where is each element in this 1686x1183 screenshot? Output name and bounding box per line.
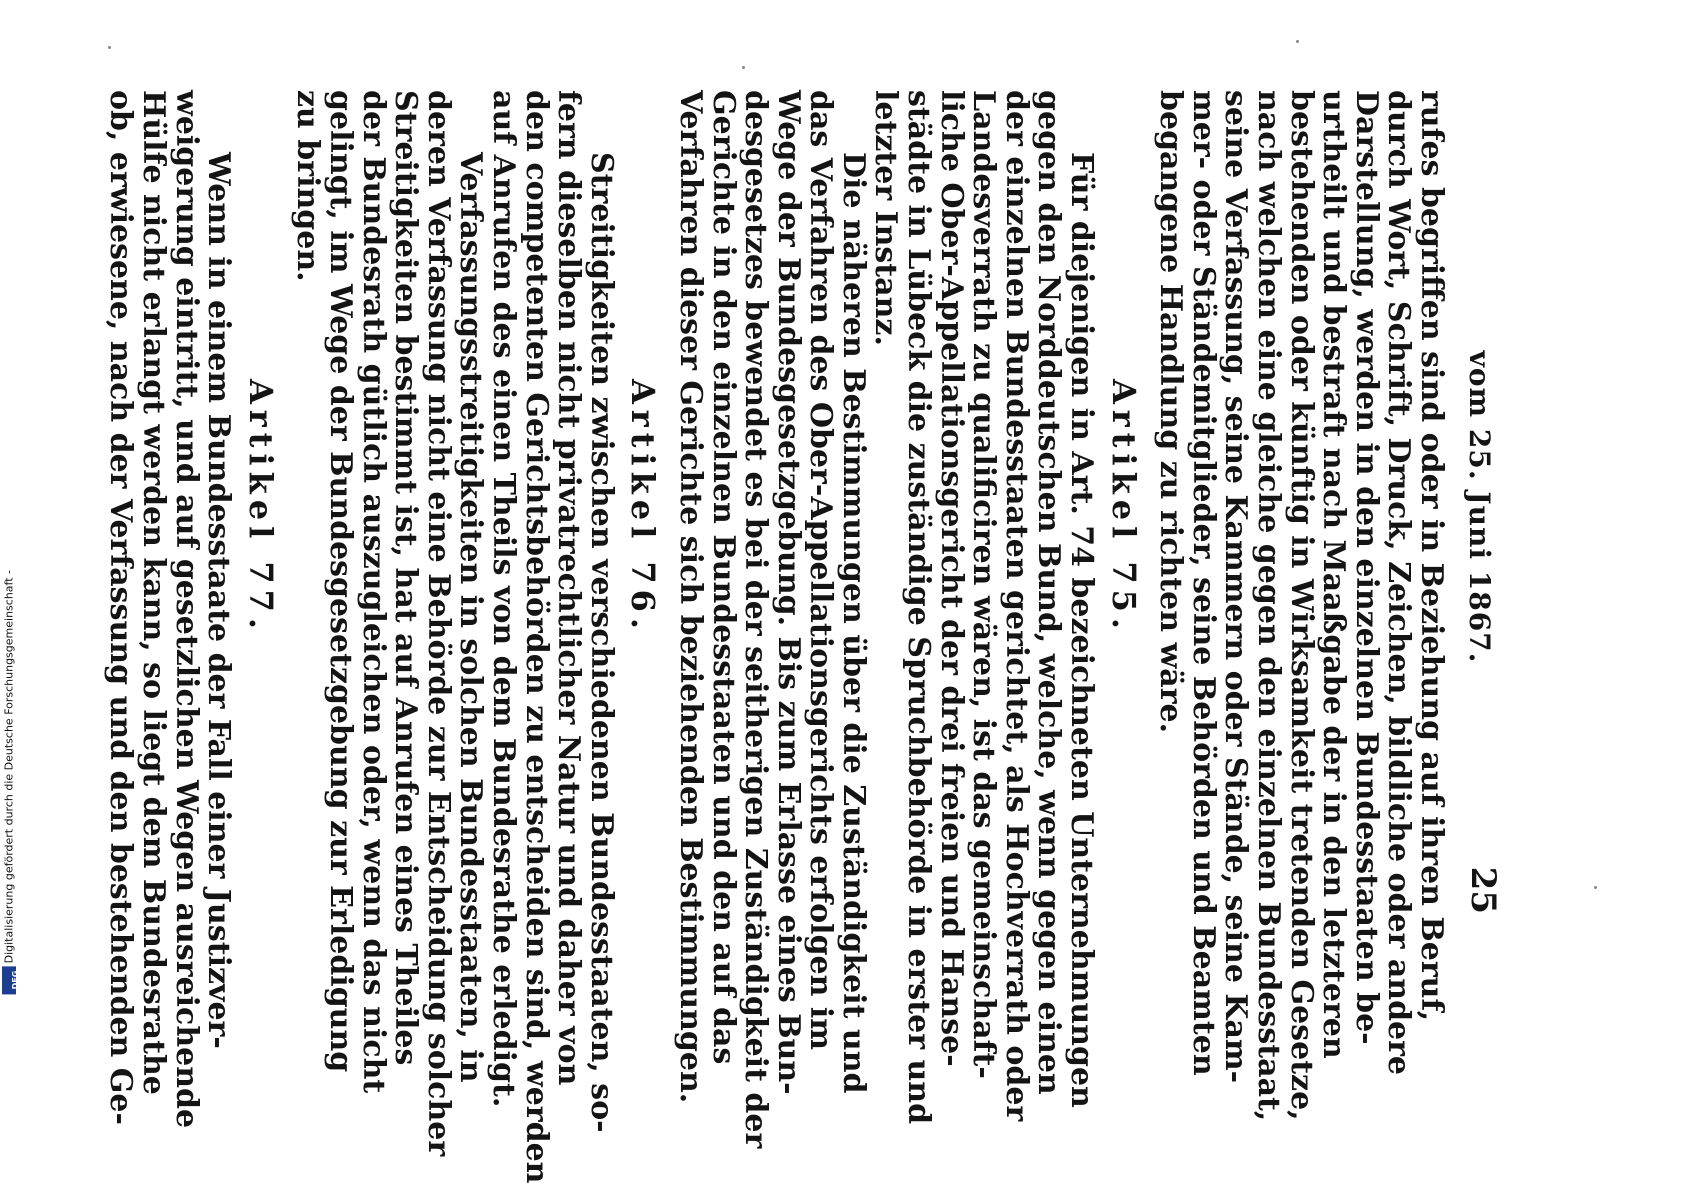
text-line: Wege der Bundesgesetzgebung. Bis zum Erlasse eines Bun- — [770, 90, 806, 1095]
text-line: der einzelnen Bundesstaaten gerichtet, als Hochverrath oder — [998, 90, 1034, 1122]
text-line: weigerung eintritt, und auf gesetzlichen Wegen ausreichende — [168, 90, 204, 1129]
text-line: gelingt, im Wege der Bundesgesetzgebung zur Erledigung — [323, 90, 358, 1073]
text-line: desgesetzes bewendet es bei der seitherigen Zuständigkeit der — [738, 90, 774, 1149]
text-line: urtheilt und bestraft nach Maaßgabe der in den letzteren — [1316, 90, 1352, 1059]
scan-speck — [742, 66, 745, 69]
text-line: Verfassungsstreitigkeiten in solchen Bundesstaaten, in — [453, 152, 489, 1083]
text-line: Gerichte in den einzelnen Bundesstaaten und den auf das — [705, 90, 741, 1065]
text-line: Landesverrath zu qualificiren wären, ist das gemeinschaft- — [966, 90, 1002, 1079]
article-heading: Artikel 77. — [241, 378, 280, 636]
text-line: nach welchen eine gleiche gegen den einzelnen Bundesstaat, — [1251, 90, 1287, 1122]
text-line: Streitigkeiten zwischen verschiedenen Bundesstaaten, so- — [583, 152, 619, 1133]
text-line: den competenten Gerichtsbehörden zu entscheiden sind, werden — [518, 90, 554, 1183]
text-line: der Bundesrath gütlich auszugleichen oder, wenn das nicht — [355, 90, 391, 1094]
text-line: auf Anrufen des einen Theils von dem Bundesrathe erledigt. — [485, 90, 521, 1108]
text-line: Verfahren dieser Gerichte sich beziehenden Bestimmungen. — [672, 90, 708, 1104]
text-line: Für diejenigen in Art. 74 bezeichneten Unternehmungen — [1064, 152, 1100, 1108]
running-title: vom 25. Juni 1867. — [1463, 350, 1496, 664]
text-line: Die näheren Bestimmungen über die Zuständigkeit und — [835, 152, 871, 1094]
dfg-logo-icon: DFG — [2, 966, 16, 994]
article-heading: Artikel 76. — [624, 378, 663, 636]
text-line: Darstellung, werden in den einzelnen Bundesstaaten be- — [1348, 90, 1384, 1045]
text-line: begangene Handlung zu richten wäre. — [1153, 90, 1189, 734]
text-line: mer- oder Ständemitglieder, seine Behörden und Beamten — [1185, 90, 1221, 1076]
text-line: Streitigkeiten bestimmt ist, hat auf Anrufen eines Theiles — [388, 90, 424, 1066]
text-line: gegen den Norddeutschen Bund, welche, wenn gegen einen — [1031, 90, 1067, 1095]
text-line: Hülfe nicht erlangt werden kann, so liegt dem Bundesrathe — [136, 90, 172, 1095]
text-line: das Verfahren des Ober-Appellationsgerichts erfolgen im — [803, 90, 839, 1051]
text-line: durch Wort, Schrift, Druck, Zeichen, bildliche oder andere — [1381, 90, 1417, 1076]
scan-speck — [1296, 40, 1299, 43]
page-number: 25 — [1463, 866, 1503, 914]
text-line: Wenn in einem Bundesstaate der Fall einer Justizver- — [201, 152, 237, 1049]
text-line: fern dieselben nicht privatrechtlicher Natur und daher von — [551, 90, 587, 1086]
scan-speck — [108, 46, 111, 49]
text-line: seine Verfassung, seine Kammern oder Stände, seine Kam- — [1218, 90, 1254, 1084]
text-line: städte in Lübeck die zuständige Spruchbehörde in erster und — [901, 90, 937, 1125]
text-line: zu bringen. — [290, 90, 326, 282]
digitization-credit — [2, 569, 20, 994]
article-heading: Artikel 75. — [1104, 378, 1143, 636]
text-line: deren Verfassung nicht eine Behörde zur Entscheidung solcher — [420, 90, 456, 1157]
page-header — [1459, 90, 1503, 924]
text-line: rufes begriffen sind oder in Beziehung auf ihren Beruf, — [1414, 90, 1449, 1022]
scanned-page — [103, 30, 1573, 1183]
text-line: ob, erwiesene, nach der Verfassung und den bestehenden Ge- — [103, 90, 139, 1125]
body-text — [103, 90, 1449, 1183]
text-line: bestehenden oder künftig in Wirksamkeit tretenden Gesetze, — [1283, 90, 1319, 1121]
text-line: liche Ober-Appellationsgericht der drei freien und Hanse- — [933, 90, 969, 1067]
credit-text: Digitalisierung gefördert durch die Deutsche Forschungsgemeinschaft - — [2, 569, 16, 963]
scan-speck — [1594, 886, 1597, 889]
text-line: letzter Instanz. — [868, 90, 904, 346]
